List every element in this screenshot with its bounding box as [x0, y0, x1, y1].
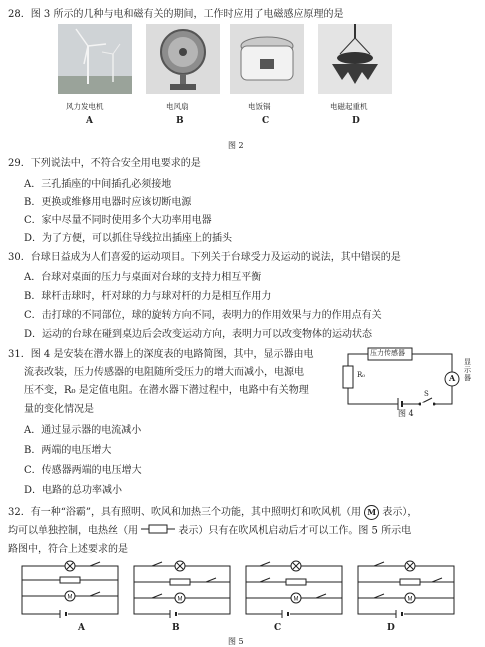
q29-option-c: C．家中尽量不同时使用多个大功率用电器	[24, 215, 212, 226]
circuit-letter-c: C	[274, 623, 282, 633]
q31-stem-line2: 流表改装，压力传感器的电阻随所受压力的增大而减小，电源电	[24, 367, 304, 378]
q30-option-c: C．击打球的不同部位，球的旋转方向不同，表明力的作用效果与力的作用点有关	[24, 310, 382, 321]
svg-text:M: M	[177, 596, 183, 603]
r0-label: R₀	[357, 371, 366, 379]
svg-text:M: M	[67, 594, 73, 601]
q32-stem-line3: 路图中，符合上述要求的是	[8, 544, 128, 555]
circuit-letter-b: B	[172, 623, 180, 633]
rice-cooker-photo	[230, 24, 304, 94]
caption-b: 电风扇	[166, 102, 189, 111]
letter-d: D	[352, 116, 360, 126]
letter-a: A	[86, 116, 93, 126]
q32-line1-end: 表示），	[382, 507, 418, 518]
figure-4-circuit	[340, 342, 476, 412]
electromagnetic-crane-photo	[318, 24, 392, 94]
q30-option-a: A．台球对桌面的压力与桌面对台球的支持力相互平衡	[24, 272, 262, 283]
q31-stem-line4: 量的变化情况是	[24, 404, 94, 415]
q31-option-d: D．电路的总功率减小	[24, 485, 123, 496]
q29-option-d: D．为了方便，可以抓住导线拉出插座上的插头	[24, 233, 233, 244]
wind-turbine-photo	[58, 24, 132, 94]
q30-option-b: B．球杆击球时，杆对球的力与球对杆的力是相互作用力	[24, 291, 272, 302]
q31-option-c: C．传感器两端的电压增大	[24, 465, 142, 476]
q32-line2-start: 均可以单独控制，电热丝（用	[8, 525, 138, 537]
q32-stem-line2	[8, 524, 411, 538]
figure-4-label: 图 4	[398, 409, 414, 418]
motor-symbol-icon: M	[364, 505, 379, 520]
electric-fan-photo	[146, 24, 220, 94]
circuit-letter-a: A	[78, 623, 85, 633]
heater-symbol-icon	[141, 524, 175, 538]
circuit-letter-d: D	[387, 623, 395, 633]
q29-option-b: B．更换或维修用电器时应该切断电源	[24, 197, 192, 208]
q30-option-d: D．运动的台球在碰到桌边后会改变运动方向，表明力可以改变物体的运动状态	[24, 329, 373, 340]
q31-stem-line1: 31．图 4 是安装在潜水器上的深度表的电路简图，其中，显示器由电	[8, 349, 314, 360]
svg-text:M: M	[293, 596, 299, 603]
figure-2-label: 图 2	[228, 141, 244, 150]
ammeter-label: A	[449, 373, 456, 383]
figure-5-label: 图 5	[228, 637, 244, 646]
caption-a: 风力发电机	[66, 102, 104, 111]
q32-stem-line1	[8, 505, 417, 520]
letter-c: C	[262, 116, 270, 126]
figure-5-circuits	[20, 560, 460, 622]
q30-stem: 30．台球日益成为人们喜爱的运动项目。下列关于台球受力及运动的说法，其中错误的是	[8, 252, 401, 263]
switch-label: S	[424, 390, 429, 398]
display-label: 显示器	[464, 358, 471, 382]
caption-d: 电磁起重机	[330, 102, 368, 111]
q31-option-a: A．通过显示器的电流减小	[24, 425, 142, 436]
q31-stem-line3: 压不变，R₀ 是定值电阻。在潜水器下潜过程中，电路中有关物理	[24, 385, 309, 396]
q28-stem: 28．图 3 所示的几种与电和磁有关的期间，工作时应用了电磁感应原理的是	[8, 9, 344, 20]
q32-line2-end: 表示）只有在吹风机启动后才可以工作。图 5 所示电	[178, 525, 412, 537]
q32-line1-text: 32．有一种“浴霸”，具有照明、吹风和加热三个功能，其中照明灯和吹风机（用	[8, 507, 361, 518]
q29-option-a: A．三孔插座的中间插孔必须接地	[24, 179, 172, 190]
svg-text:M: M	[407, 596, 413, 603]
q31-option-b: B．两端的电压增大	[24, 445, 112, 456]
sensor-label: 压力传感器	[370, 349, 405, 357]
caption-c: 电饭锅	[248, 102, 271, 111]
q29-stem: 29．下列说法中，不符合安全用电要求的是	[8, 158, 201, 169]
letter-b: B	[176, 116, 184, 126]
